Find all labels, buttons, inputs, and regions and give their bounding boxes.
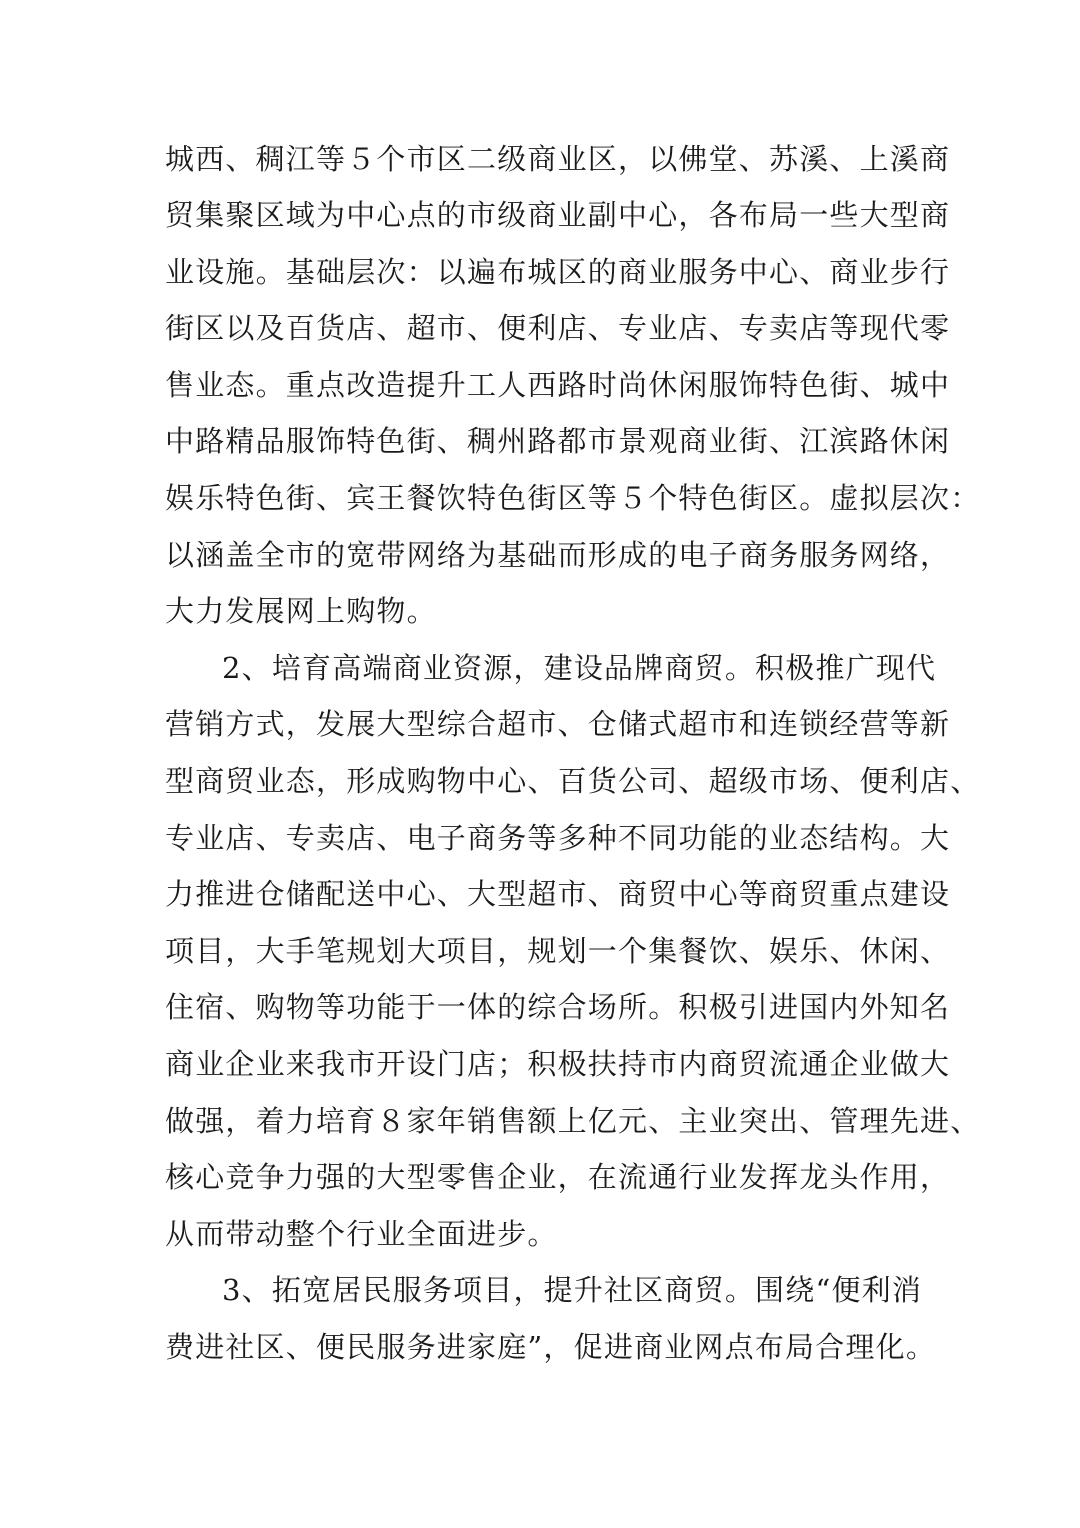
text-line: 力推进仓储配送中心、大型超市、商贸中心等商贸重点建设 [165, 877, 951, 911]
text-line: 街区以及百货店、超市、便利店、专业店、专卖店等现代零 [165, 311, 951, 345]
text-line: 售业态。重点改造提升工人西路时尚休闲服饰特色街、城中 [165, 368, 951, 402]
text-line: 中路精品服饰特色街、稠州路都市景观商业街、江滨路休闲 [165, 424, 951, 458]
text-line: 商业企业来我市开设门店；积极扶持市内商贸流通企业做大 [165, 1047, 951, 1081]
text-line: 营销方式，发展大型综合超市、仓储式超市和连锁经营等新 [165, 707, 951, 741]
paragraph-2-first-line: 2、培育高端商业资源，建设品牌商贸。积极推广现代 [222, 651, 937, 685]
text-line: 项目，大手笔规划大项目，规划一个集餐饮、娱乐、休闲、 [165, 934, 951, 968]
text-line: 费进社区、便民服务进家庭”，促进商业网点布局合理化。 [165, 1330, 937, 1364]
text-line: 型商贸业态，形成购物中心、百货公司、超级市场、便利店、 [165, 764, 981, 798]
text-line: 业设施。基础层次：以遍布城区的商业服务中心、商业步行 [165, 255, 951, 289]
text-line: 住宿、购物等功能于一体的综合场所。积极引进国内外知名 [165, 990, 951, 1024]
text-line: 以涵盖全市的宽带网络为基础而形成的电子商务服务网络， [165, 538, 951, 572]
text-line: 大力发展网上购物。 [165, 594, 437, 628]
text-line: 贸集聚区域为中心点的市级商业副中心，各布局一些大型商 [165, 198, 951, 232]
text-line: 娱乐特色街、宾王餐饮特色街区等５个特色街区。虚拟层次： [165, 481, 981, 515]
text-line: 从而带动整个行业全面进步。 [165, 1217, 558, 1251]
paragraph-3-first-line: 3、拓宽居民服务项目，提升社区商贸。围绕“便利消 [222, 1273, 923, 1307]
text-line: 核心竞争力强的大型零售企业，在流通行业发挥龙头作用， [165, 1160, 951, 1194]
text-line: 做强，着力培育８家年销售额上亿元、主业突出、管理先进、 [165, 1104, 981, 1138]
text-line: 专业店、专卖店、电子商务等多种不同功能的业态结构。大 [165, 821, 951, 855]
text-line: 城西、稠江等５个市区二级商业区，以佛堂、苏溪、上溪商 [165, 142, 951, 176]
